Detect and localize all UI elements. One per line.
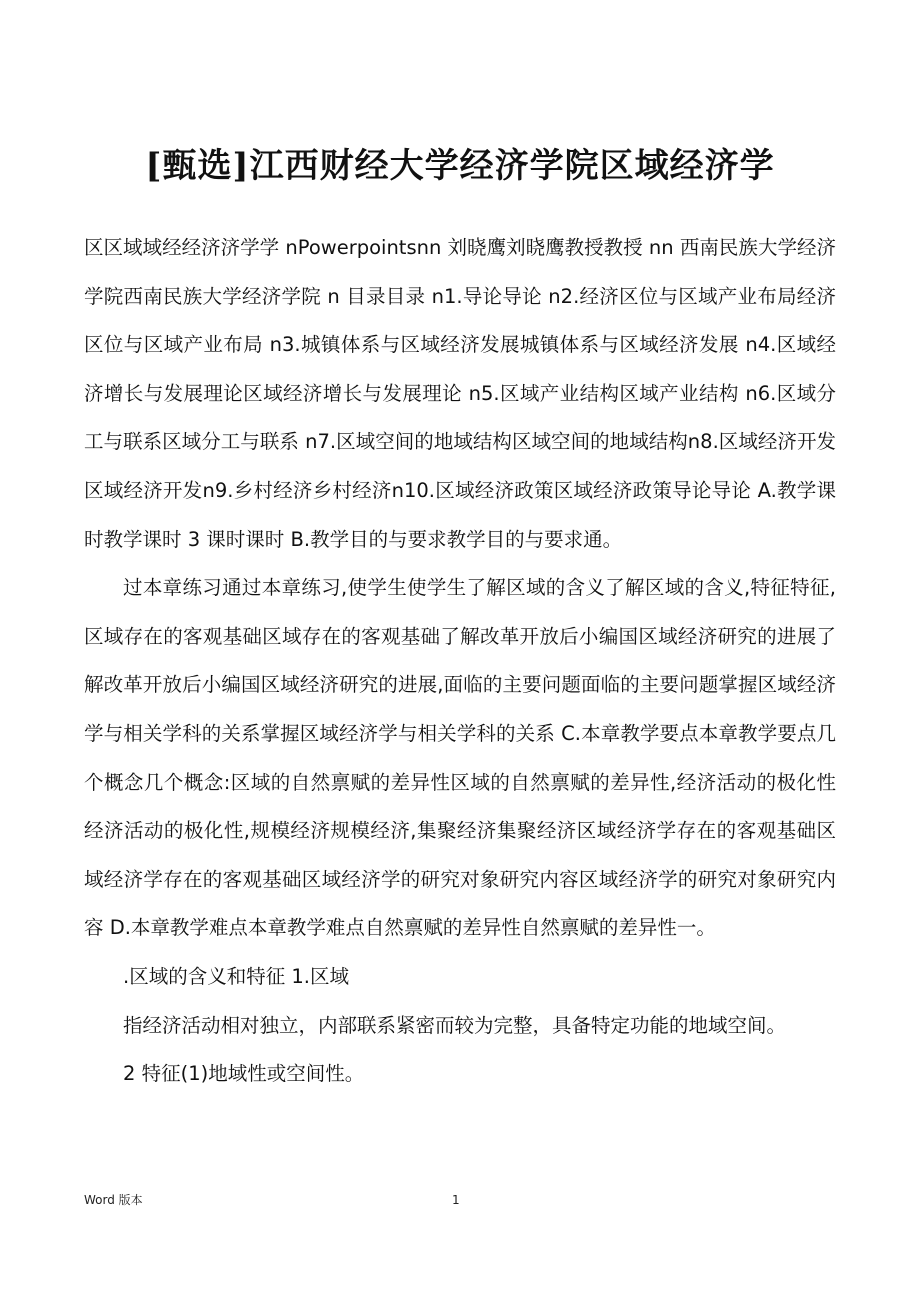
paragraph-section-heading: .区域的含义和特征 1.区域 xyxy=(123,964,350,988)
footer-label: Word 版本 xyxy=(84,1193,143,1207)
paragraph-toc: 区区域域经经济济学学 nPowerpointsnn 刘晓鹰刘晓鹰教授教授 nn 西南民族大学经济学院西南民族大学经济学院 n 目录目录 n1.导论导论 n2.经济区位与区域产业布局经济区位与区域产业布局 n3.城镇体系与区域经济发展城镇体系与区域经济发展 n4.区域经济增长与发展理论区域经济增长与发展理论 n5.区域产业结构区域产业结构 n6.区域分工与联系区域分工与联系 n7.区域空间的地域结构区域空间的地域结构n8.区域经济开发区域经济开发n9.乡村经济乡村经济n10.区域经济政策区域经济政策导论导论 A.教学课时教学课时 3 课时课时 B.教学目的与要求教学目的与要求通。 xyxy=(84,236,836,551)
paragraph-definition: 指经济活动相对独立，内部联系紧密而较为完整，具备特定功能的地域空间。 xyxy=(123,1013,787,1037)
document-body xyxy=(84,224,836,1099)
paragraph-features: 2 特征(1)地域性或空间性。 xyxy=(123,1062,365,1086)
paragraph-objectives: 过本章练习通过本章练习,使学生使学生了解区域的含义了解区域的含义,特征特征,区域存在的客观基础区域存在的客观基础了解改革开放后小编国区域经济研究的进展了解改革开放后小编国区域经济研究的进展,面临的主要问题面临的主要问题掌握区域经济学与相关学科的关系掌握区域经济学与相关学科的关系 C.本章教学要点本章教学要点几个概念几个概念:区域的自然禀赋的差异性区域的自然禀赋的差异性,经济活动的极化性经济活动的极化性,规模经济规模经济,集聚经济集聚经济区域经济学存在的客观基础区域经济学存在的客观基础区域经济学的研究对象研究内容区域经济学的研究对象研究内容 D.本章教学难点本章教学难点自然禀赋的差异性自然禀赋的差异性一。 xyxy=(84,576,836,940)
page-number: 1 xyxy=(452,1193,460,1207)
document-title: [甄选]江西财经大学经济学院区域经济学 xyxy=(145,146,775,186)
